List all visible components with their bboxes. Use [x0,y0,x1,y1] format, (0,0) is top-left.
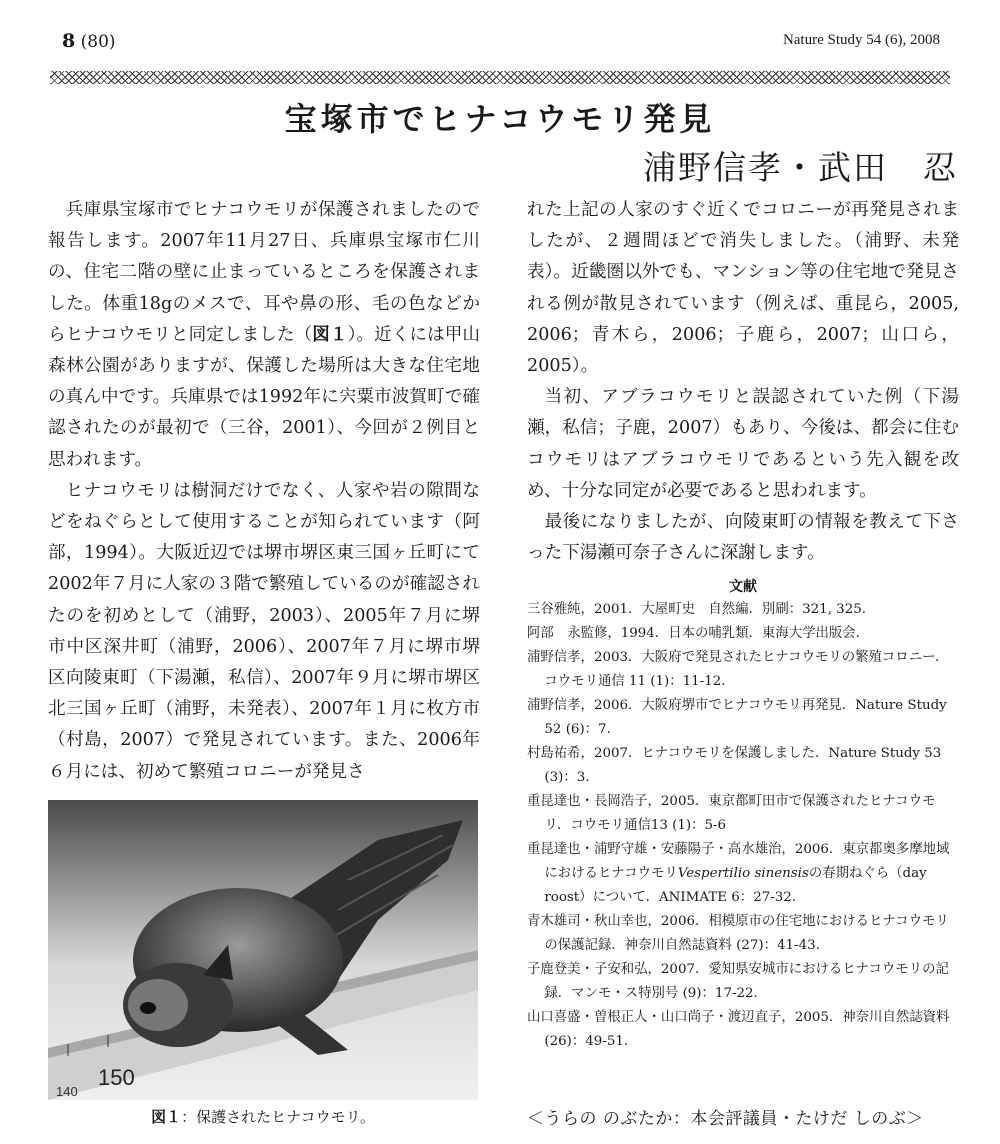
body-column-left [48,195,480,788]
figure-ref: 図１ [312,324,348,345]
author-bio: ＜うらの のぶたか：本会評議員・たけだ しのぶ＞ [527,1109,924,1129]
caption-text: ：保護されたヒナコウモリ。 [181,1108,375,1126]
figure-caption [48,1106,478,1127]
paragraph [48,195,480,476]
bat-photo [48,800,478,1100]
reference-text: の春期ねぐら（day roost）について．ANIMATE 6：27-32. [544,866,927,905]
reference-item [527,838,961,910]
decorative-divider [50,71,950,84]
article-authors: 浦野信孝・武田 忍 [643,148,958,187]
ruler-label-140: 140 [56,1084,78,1099]
paragraph-text: 兵庫県宝塚市でヒナコウモリが保護されましたので報告します。2007年11月27日、兵庫県宝塚市仁川の、住宅二階の壁に止まっているところを保護されました。体重18gのメスで、耳や鼻の形、毛の色などからヒナコウモリと同定しました（ [48,200,480,345]
article-title: 宝塚市でヒナコウモリ発見 [284,100,716,138]
paragraph-text: ）。近くには甲山森林公園がありますが、保護した場所は大きな住宅地の真ん中です。兵庫県では1992年に宍粟市波賀町で確認されたのが最初で（三谷，2001）、今回が２例目と思われます。 [48,324,480,470]
species-name: Vespertilio sinensis [677,866,809,881]
bat-photo-illustration [48,800,478,1100]
references-heading: 文献 [729,579,757,595]
reference-item: 重昆達也・長岡浩子，2005．東京都町田市で保護されたヒナコウモリ．コウモリ通信13 (1)：5-6 [527,794,936,833]
reference-item: 浦野信孝，2006．大阪府堺市でヒナコウモリ再発見．Nature Study 52 (6)：7. [527,698,947,737]
reference-item: 青木雄司・秋山幸也，2006．相模原市の住宅地におけるヒナコウモリの保護記録．神奈川自然誌資料 (27)：41-43. [527,914,949,953]
paragraph: れた上記の人家のすぐ近くでコロニーが再発見されましたが、２週間ほどで消失しました。（浦野、未発表）。近畿圏以外でも、マンション等の住宅地で発見される例が散見されています（例えば、重昆ら，2005, 2006；青木ら，2006；子鹿ら，2007；山口ら，2005）。 [527,200,959,377]
ruler-label-150: 150 [98,1065,135,1090]
paragraph: 当初、アブラコウモリと誤認されていた例（下湯瀬，私信；子鹿，2007）もあり、今後は、都会に住むコウモリはアブラコウモリであるという先入観を改め、十分な同定が必要であると思われます。 [527,387,959,501]
reference-item: 阿部 永監修，1994．日本の哺乳類．東海大学出版会． [527,626,870,641]
journal-citation: Nature Study 54 (6), 2008 [782,32,940,48]
page-number-sub: (80) [80,32,116,52]
page-number-main: 8 [62,30,76,52]
paragraph: ヒナコウモリは樹洞だけでなく、人家や岩の隙間などをねぐらとして使用することが知られています（阿部，1994）。大阪近辺では堺市堺区東三国ヶ丘町にて2002年７月に人家の３階で繁殖しているのが確認されたのを初めとして（浦野，2003）、2005年７月に堺市中区深井町（浦野，2006）、2007年７月に堺市堺区向陵東町（下湯瀬，私信）、2007年９月に堺市堺区北三国ヶ丘町（浦野，未発表）、2007年１月に枚方市（村島，2007）で発見されています。また、2006年６月には、初めて繁殖コロニーが発見さ [48,480,480,782]
paragraph: 最後になりましたが、向陵東町の情報を教えて下さった下湯瀬可奈子さんに深謝します。 [527,512,959,564]
page-number [62,30,116,52]
references-list [527,598,961,1054]
reference-item: 村島祐希，2007．ヒナコウモリを保護しました．Nature Study 53 (3)：3. [527,746,942,785]
reference-item: 山口喜盛・曽根正人・山口尚子・渡辺直子，2005．神奈川自然誌資料 (26)：49-51. [527,1010,950,1049]
reference-item: 子鹿登美・子安和弘，2007．愛知県安城市におけるヒナコウモリの記録．マンモ・ス特別号 (9)：17-22. [527,962,949,1001]
body-column-right [527,195,959,569]
reference-item: 三谷雅純，2001．大屋町史 自然編．別刷：321, 325. [527,602,866,617]
reference-item: 浦野信孝，2003．大阪府で発見されたヒナコウモリの繁殖コロニー．コウモリ通信 11 (1)：11-12. [527,650,949,689]
caption-label: 図１ [151,1108,182,1126]
reference-text: 重昆達也・浦野守雄・安藤陽子・高水雄治，2006．東京都奥多摩地域におけるヒナコウモリ [527,842,950,881]
